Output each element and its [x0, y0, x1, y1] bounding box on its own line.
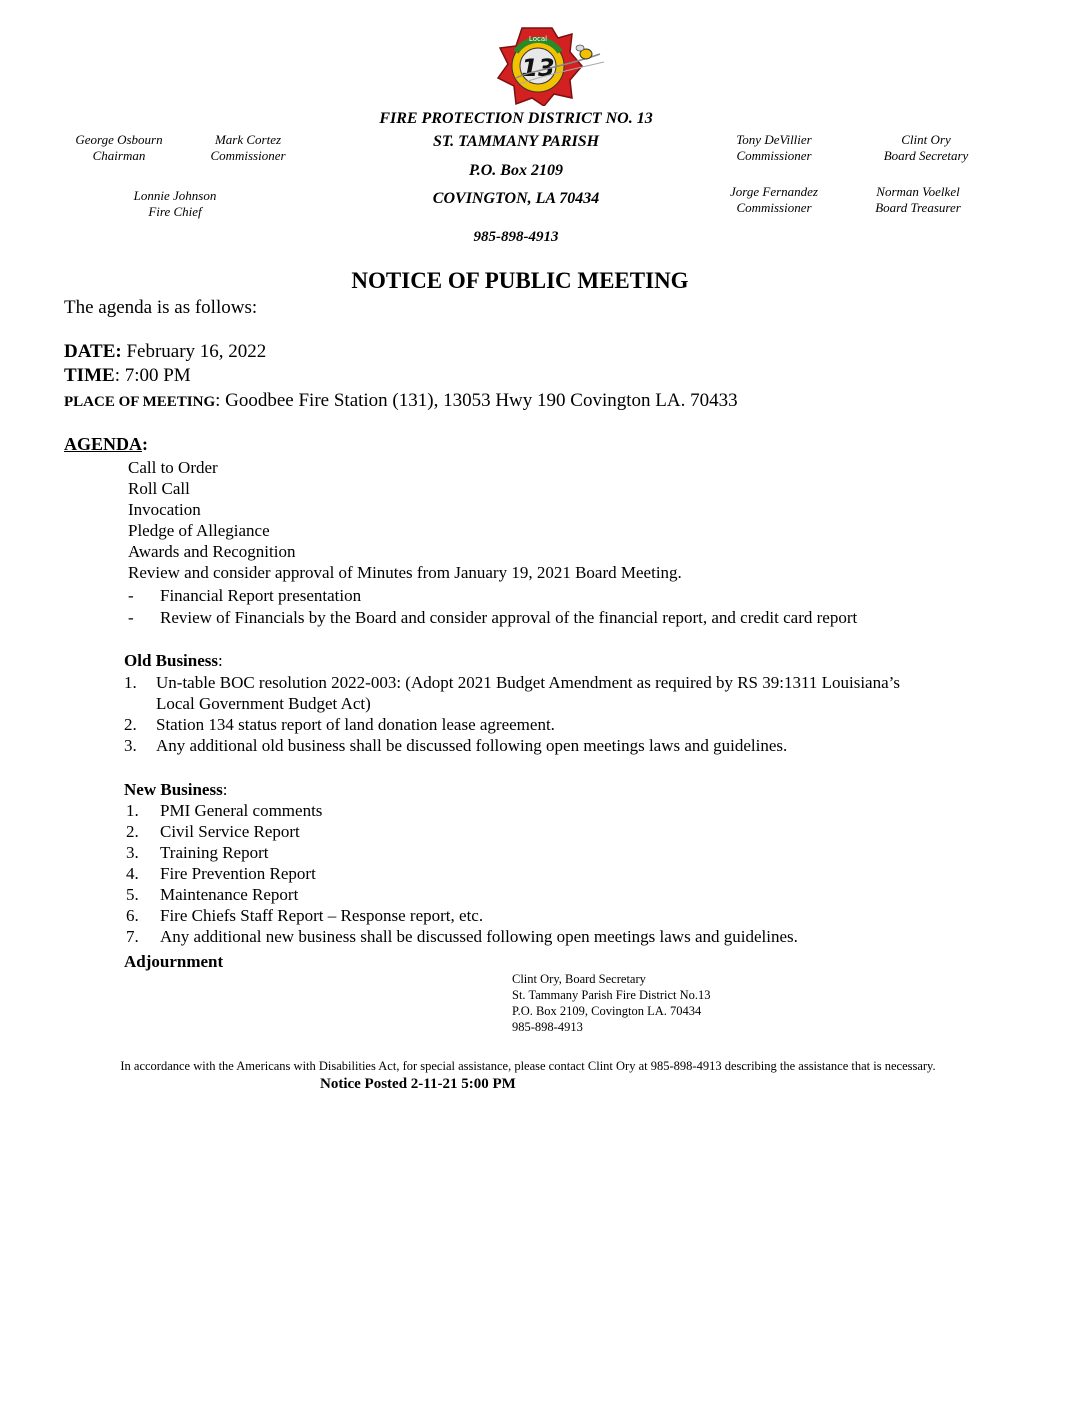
district-phone: 985-898-4913: [473, 229, 559, 245]
board-member: George Osbourn Chairman: [75, 132, 163, 163]
list-number: 7.: [126, 927, 139, 946]
board-member: Tony DeVillier Commissioner: [736, 132, 812, 163]
meeting-place: PLACE OF MEETING: Goodbee Fire Station (131), 13053 Hwy 190 Covington LA. 70433: [64, 390, 738, 411]
list-number: 3.: [124, 736, 137, 755]
board-member: Lonnie Johnson Fire Chief: [133, 188, 217, 219]
list-item: Awards and Recognition: [128, 542, 296, 561]
new-business-heading: New Business:: [124, 780, 228, 799]
list-item: Maintenance Report: [160, 885, 299, 904]
district-logo: [480, 26, 610, 106]
po-box: P.O. Box 2109: [469, 162, 563, 179]
list-number: 3.: [126, 843, 139, 862]
list-item: Any additional old business shall be discussed following open meetings laws and guidelines.: [156, 736, 788, 755]
svg-text:Local: Local: [528, 35, 548, 43]
agenda-list: [128, 457, 682, 583]
new-business-numbers: [126, 800, 156, 947]
city-address: COVINGTON, LA 70434: [432, 190, 600, 207]
notice-posted: Notice Posted 2-11-21 5:00 PM: [320, 1076, 516, 1092]
list-item: Pledge of Allegiance: [128, 521, 270, 540]
list-number: 1.: [124, 673, 137, 692]
list-item: -: [128, 586, 134, 605]
logo-number: 13: [521, 54, 555, 82]
adjournment: Adjournment: [124, 952, 224, 971]
list-item: Call to Order: [128, 458, 218, 477]
list-item: Training Report: [160, 843, 269, 862]
list-item: PMI General comments: [160, 801, 323, 820]
list-item: Station 134 status report of land donation lease agreement.: [156, 715, 555, 734]
list-item: Fire Chiefs Staff Report – Response report, etc.: [160, 906, 484, 925]
list-number: 2.: [124, 715, 137, 734]
signature-block: Clint Ory, Board Secretary St. Tammany Parish Fire District No.13 P.O. Box 2109, Covington LA. 70434 985-898-4913: [512, 972, 711, 1034]
list-number: 4.: [126, 864, 139, 883]
board-member: Norman Voelkel Board Treasurer: [875, 184, 961, 215]
list-number: 2.: [126, 822, 139, 841]
list-item: Review and consider approval of Minutes from January 19, 2021 Board Meeting.: [128, 563, 682, 582]
meeting-date: DATE: February 16, 2022: [64, 341, 267, 362]
list-item: Any additional new business shall be discussed following open meetings laws and guidelines.: [160, 927, 798, 946]
list-item: Review of Financials by the Board and consider approval of the financial report, and credit card report: [160, 608, 858, 627]
intro-text: The agenda is as follows:: [64, 297, 258, 318]
agenda-heading: AGENDA:: [64, 434, 149, 454]
list-item: -: [128, 608, 134, 627]
board-member: Jorge Fernandez Commissioner: [730, 184, 818, 215]
list-item: Roll Call: [128, 479, 190, 498]
board-member: Clint Ory Board Secretary: [883, 132, 969, 163]
old-business-heading: Old Business:: [124, 651, 223, 670]
list-item: Un-table BOC resolution 2022-003: (Adopt 2021 Budget Amendment as required by RS 39:1311 Louisiana’s: [156, 673, 900, 692]
district-name: FIRE PROTECTION DISTRICT NO. 13: [379, 110, 653, 127]
list-item: Fire Prevention Report: [160, 864, 316, 883]
parish-name: ST. TAMMANY PARISH: [432, 133, 600, 150]
page-title: NOTICE OF PUBLIC MEETING: [351, 268, 689, 293]
list-number: 6.: [126, 906, 139, 925]
list-item: Financial Report presentation: [160, 586, 362, 605]
list-item: Invocation: [128, 500, 201, 519]
list-item: Civil Service Report: [160, 822, 300, 841]
list-number: 1.: [126, 801, 139, 820]
ada-notice: In accordance with the Americans with Disabilities Act, for special assistance, please contact Clint Ory at 985-898-4913 describing the assistance that is necessary.: [120, 1059, 936, 1073]
list-number: 5.: [126, 885, 139, 904]
new-business-list: [160, 800, 798, 947]
list-item: Local Government Budget Act): [156, 694, 371, 713]
meeting-time: TIME: 7:00 PM: [64, 365, 191, 386]
board-member: Mark Cortez Commissioner: [210, 132, 286, 163]
